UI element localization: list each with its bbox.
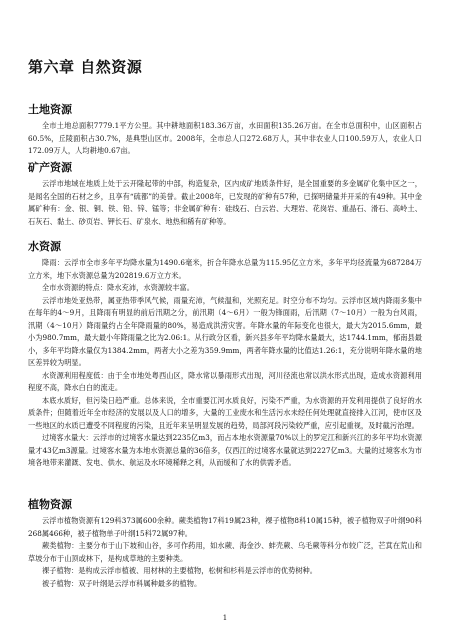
- paragraph: 本底水质好，但污染日趋严重。总体来说，全市重要江河水质良好，污染不严重，为水资源的开发利用提供了良好的水质条件；但随着近年全市经济的发展以及人口的增多，大量的工业废水和生活污水未经任何处理就直接排入江河，使市区及一些地区的水质已遭受不同程度的污染，且近年来呈明显发展的趋势，局部河段污染较严重，应引起重视，及时截污治理。: [28, 395, 422, 430]
- page-number: 1: [222, 614, 228, 622]
- paragraph: 过境客水量大：云浮市的过境客水量达到2235亿m3，而占本地水资源量70%以上的罗定江和新兴江的多年平均水资源量才43亿m3源量。过境客水量为本地水资源总量的36倍多，仅西江的过境客水量就达到2227亿m3。大量的过境客水为市境各地带来灌溉、发电、供水、航运及水环境稀释之利，从而缓和了水的供需矛盾。: [28, 433, 422, 467]
- paragraph: 全市水资源的特点：降水充沛，水资源较丰富。: [42, 283, 194, 292]
- section-body-water: [28, 257, 422, 470]
- paragraph: 水资源利用程度低：由于全市地处粤西山区，降水常以暴雨形式出现，河川径流也常以洪水形式出现，造成水资源利用程度不高，降水白白的流走。: [28, 370, 422, 392]
- paragraph: 裸子植物：是构成云浮市植被、用材林的主要植物，松树和杉科是云浮市的优势树种。: [42, 566, 318, 575]
- section-body-land: [28, 120, 422, 158]
- section-heading-water: 水资源: [28, 240, 61, 253]
- paragraph: 全市土地总面积7779.1平方公里。其中耕地面积183.36万亩，水田面积135.26万亩。在全市总面积中，山区面积占60.5%，丘陵面积占30.7%，是典型山区市。2008年，全市总人口272.68万人，其中非农业人口100.59万人，农业人口172.09万人，人均耕地0.67亩。: [28, 121, 422, 155]
- paragraph: 云浮市植物资源有129科373属600余种。蕨类植物17科19属23种，裸子植物8科10属15种，被子植物双子叶纲90科268属466种，被子植物单子叶纲15科72属97种。: [28, 516, 422, 538]
- section-heading-plants: 植物资源: [28, 498, 72, 511]
- section-heading-minerals: 矿产资源: [28, 161, 72, 174]
- section-body-minerals: [28, 178, 422, 228]
- paragraph: 降雨：云浮市全市多年平均降水量为1490.6毫米，折合年降水总量为115.95亿立方米，多年平均径流量为687284万立方米，地下水资源总量为202819.6万立方米。: [28, 258, 422, 280]
- paragraph: 云浮市地处亚热带，属亚热带季风气候，雨量充沛，气候温和，光照充足。时空分布不均匀。云浮市区域内降雨多集中在每年的4～9月，且降雨有明显的前后汛期之分，前汛期（4～6月）一般为锋面雨，后汛期（7～10月）一般为台风雨，汛期（4～10月）降雨量约占全年降雨量的80%，易造成洪涝灾害。年降水量的年际变化也很大，最大为2015.6mm，最小为980.7mm，最大最小年降雨量之比为2.06:1。从行政分区看，新兴县多年平均降水量最大，达1744.1mm，郁南县最小，多年平均降水量仅为1384.2mm，两者大小之差为359.9mm，两者年降水量的比值达1.26:1，充分说明年降水量的地区差异较为明显。: [28, 295, 422, 367]
- paragraph: 蕨类植物：主要分布于山下坡和山谷，多可作药用，如水蕨、海金沙、蚌壳蕨、乌毛蕨等科分布较广泛，芒萁在荒山和草坡分布于山顶或林下，是构成草地的主要种类。: [28, 541, 422, 563]
- paragraph: 被子植物：双子叶纲是云浮市科属种最多的植物。: [42, 578, 202, 588]
- paragraph: 云浮市地域在地质上处于云开隆起带的中部，构造复杂，区内成矿地质条件好，是全国重要的多金属矿化集中区之一，是闻名全国的石材之乡，且享有“硫都”的美誉。截止2008年，已发现的矿种有57种，已探明储量并开采的有49种。其中金属矿种有：金、银、铜、铁、铅、锌、锰等；非金属矿种有：硅线石、白云岩、大理岩、花岗岩、重晶石、滑石、高岭土、石灰石、黏土、砂页岩、钾长石、矿泉水、地热和稀有矿种等。: [28, 179, 422, 226]
- document-page: [28, 0, 422, 636]
- chapter-title: 第六章 自然资源: [28, 58, 143, 76]
- section-heading-land: 土地资源: [28, 103, 72, 116]
- section-body-plants: [28, 515, 422, 590]
